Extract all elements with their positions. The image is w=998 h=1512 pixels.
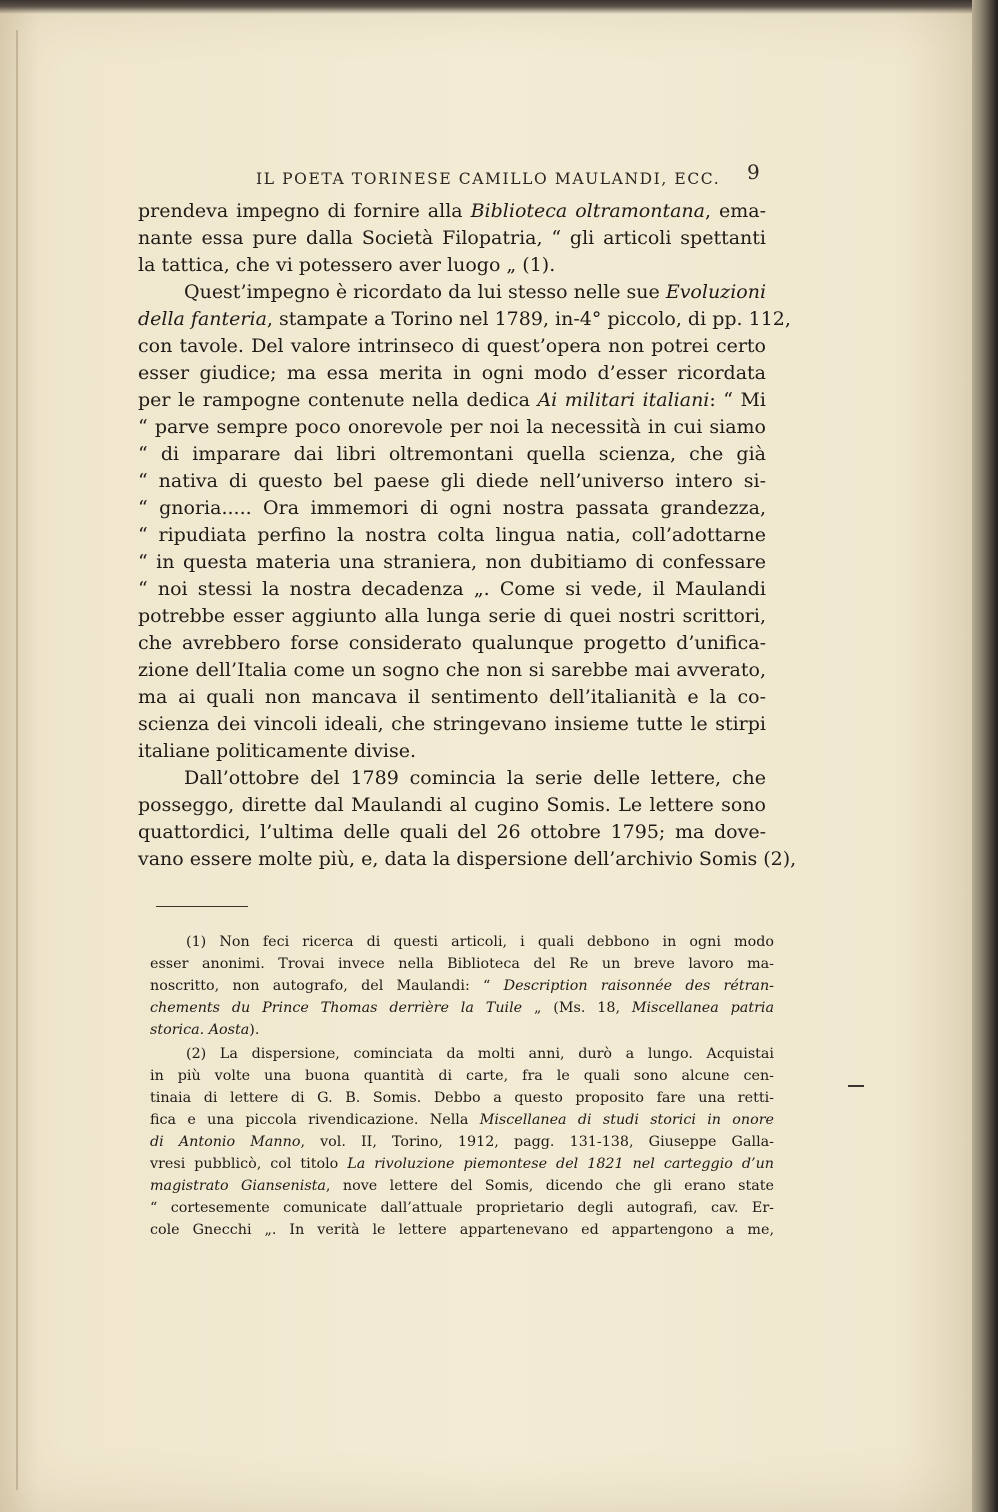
italic-text: storica. Aosta (150, 1022, 250, 1038)
italic-text: chements du Prince Thomas derrière la Tuile (150, 1000, 523, 1016)
line-text: prendeva impegno di fornire alla (138, 200, 471, 222)
footnote-line (150, 1109, 774, 1131)
body-line (138, 252, 766, 279)
body-line (138, 495, 766, 522)
margin-mark (848, 1085, 864, 1087)
line-text: nante essa pure dalla Società Filopatria, “ gli articoli spettanti (138, 227, 766, 249)
body-line (184, 279, 766, 306)
line-text: “ di imparare dai libri oltremontani quella scienza, che già (138, 443, 766, 465)
body-line (138, 711, 766, 738)
italic-text: Ai militari italiani (537, 389, 710, 411)
body-line (138, 549, 766, 576)
line-text: esser giudice; ma essa merita in ogni modo d’esser ricordata (138, 362, 766, 384)
page-top-edge (0, 0, 972, 14)
line-text: fica e una piccola rivendicazione. Nella (150, 1112, 480, 1128)
line-text: “ noi stessi la nostra decadenza „. Come si vede, il Maulandi (138, 578, 766, 600)
line-text: ). (249, 1022, 260, 1038)
line-text: “ gnoria..... Ora immemori di ogni nostra passata grandezza, (138, 497, 766, 519)
line-text: Quest’impegno è ricordato da lui stesso nelle sue (184, 281, 666, 303)
line-text: esser anonimi. Trovai invece nella Biblioteca del Re un breve lavoro ma- (150, 956, 774, 972)
line-text: scienza dei vincoli ideali, che stringevano insieme tutte le stirpi (138, 713, 766, 735)
italic-text: Miscellanea patria (631, 1000, 774, 1016)
line-text: posseggo, dirette dal Maulandi al cugino Somis. Le lettere sono (138, 794, 766, 816)
footnote-line (150, 1153, 774, 1175)
footnote-line (150, 1175, 774, 1197)
line-text: , stampate a Torino nel 1789, in-4° piccolo, di pp. 112, (266, 308, 791, 330)
body-line (138, 819, 766, 846)
line-text: (2) La dispersione, cominciata da molti anni, durò a lungo. Acquistai (186, 1046, 774, 1062)
body-line (138, 630, 766, 657)
page-number: 9 (747, 160, 760, 184)
line-text: tinaia di lettere di G. B. Somis. Debbo a questo proposito fare una retti- (150, 1090, 774, 1106)
body-line (138, 360, 766, 387)
line-text: ma ai quali non mancava il sentimento dell’italianità e la co- (138, 686, 766, 708)
italic-text: Description raisonnée des rétran- (503, 978, 774, 994)
line-text: potrebbe esser aggiunto alla lunga serie di quei nostri scrittori, (138, 605, 766, 627)
line-text: “ nativa di questo bel paese gli diede nell’universo intero si- (138, 470, 766, 492)
line-text: , nove lettere del Somis, dicendo che gli erano state (325, 1178, 774, 1194)
footnote-line (150, 1065, 774, 1087)
line-text: con tavole. Del valore intrinseco di quest’opera non potrei certo (138, 335, 766, 357)
italic-text: della fanteria (138, 308, 267, 330)
body-line (138, 603, 766, 630)
page-fold-line (16, 30, 18, 1490)
line-text: „ (Ms. 18, (522, 1000, 632, 1016)
line-text: (1) Non feci ricerca di questi articoli, i quali debbono in ogni modo (186, 934, 774, 950)
italic-text: di Antonio Manno (150, 1134, 301, 1150)
line-text: “ ripudiata perfino la nostra colta lingua natia, coll’adottarne (138, 524, 766, 546)
footnote-line (150, 997, 774, 1019)
line-text: Dall’ottobre del 1789 comincia la serie delle lettere, che (184, 767, 766, 789)
line-text: la tattica, che vi potessero aver luogo „ (1). (138, 254, 556, 276)
line-text: “ in questa materia una straniera, non dubitiamo di confessare (138, 551, 766, 573)
italic-text: Evoluzioni (665, 281, 767, 303)
line-text: per le rampogne contenute nella dedica (138, 389, 538, 411)
footnote-separator (156, 906, 248, 907)
footnote-line (150, 1219, 774, 1241)
body-line (138, 198, 766, 225)
italic-text: Miscellanea di studi storici in onore (479, 1112, 775, 1128)
line-text: quattordici, l’ultima delle quali del 26 ottobre 1795; ma dove- (138, 821, 766, 843)
body-line (138, 657, 766, 684)
body-line (138, 576, 766, 603)
italic-text: magistrato Giansenista (150, 1178, 326, 1194)
line-text: “ parve sempre poco onorevole per noi la necessità in cui siamo (138, 416, 766, 438)
line-text: vresi pubblicò, col titolo (150, 1156, 348, 1172)
italic-text: La rivoluzione piemontese del 1821 nel carteggio d’un (347, 1156, 774, 1172)
footnote-line (150, 1087, 774, 1109)
body-line (138, 684, 766, 711)
body-line (138, 225, 766, 252)
body-line (138, 846, 797, 873)
italic-text: Biblioteca oltramontana (470, 200, 705, 222)
footnote-line (150, 975, 774, 997)
running-head: IL POETA TORINESE CAMILLO MAULANDI, ECC. (256, 170, 721, 188)
line-text: : “ Mi (709, 389, 766, 411)
body-line (184, 765, 766, 792)
book-edge (972, 0, 998, 1512)
line-text: , ema- (704, 200, 766, 222)
line-text: in più volte una buona quantità di carte, fra le quali sono alcune cen- (150, 1068, 774, 1084)
line-text: , vol. II, Torino, 1912, pagg. 131-138, Giuseppe Galla- (300, 1134, 774, 1150)
body-line (138, 522, 766, 549)
footnote-line (150, 1019, 774, 1041)
line-text: cole Gnecchi „. In verità le lettere appartenevano ed appartengono a me, (150, 1222, 774, 1238)
footnote-line (186, 1043, 774, 1065)
body-line (138, 792, 766, 819)
line-text: italiane politicamente divise. (138, 740, 416, 762)
body-line (138, 306, 791, 333)
line-text: zione dell’Italia come un sogno che non si sarebbe mai avverato, (138, 659, 766, 681)
line-text: noscritto, non autografo, del Maulandi: “ (150, 978, 504, 994)
line-text: vano essere molte più, e, data la dispersione dell’archivio Somis (2), (138, 848, 797, 870)
footnote-line (186, 931, 774, 953)
body-line (138, 441, 766, 468)
body-line (138, 468, 766, 495)
footnote-line (150, 1131, 774, 1153)
footnote-line (150, 1197, 774, 1219)
body-line (138, 414, 766, 441)
body-line (138, 333, 766, 360)
line-text: che avrebbero forse considerato qualunque progetto d’unifica- (138, 632, 766, 654)
body-line (138, 738, 766, 765)
body-line (138, 387, 766, 414)
line-text: “ cortesemente comunicate dall’attuale proprietario degli autografi, cav. Er- (150, 1200, 774, 1216)
footnote-line (150, 953, 774, 975)
